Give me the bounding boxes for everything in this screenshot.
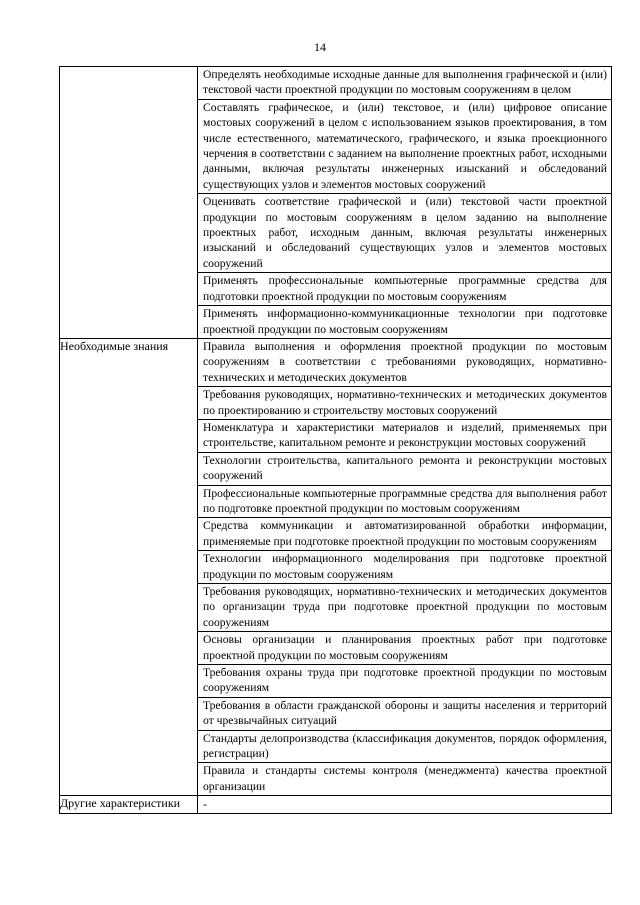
other-value-cell [198, 796, 612, 814]
skill-item: Оценивать соответствие графической и (или) текстовой части проектной продукции по мостовым сооружениям в целом заданию на выполнение проектных работ, исходным данным, включая результаты инженерных изысканий и обследований существующих узлов и элементов мостовых сооружений [198, 193, 611, 272]
knowledge-list [198, 338, 612, 795]
skill-item: Применять профессиональные компьютерные программные средства для подготовки проектной продукции по мостовым сооружениям [198, 272, 611, 305]
skill-item: Определять необходимые исходные данные для выполнения графической и (или) текстовой части проектной продукции по мостовым сооружениям в целом [203, 68, 607, 97]
skills-row [60, 67, 612, 339]
knowledge-item: Технологии информационного моделирования при подготовке проектной продукции по мостовым сооружениям [198, 550, 611, 583]
skills-list [198, 67, 612, 339]
knowledge-label: Необходимые знания [60, 338, 198, 795]
knowledge-item: Правила и стандарты системы контроля (менеджмента) качества проектной организации [198, 762, 611, 795]
knowledge-item: Профессиональные компьютерные программные средства для выполнения работ по подготовке проектной продукции по мостовым сооружениям [198, 485, 611, 518]
knowledge-row [60, 338, 612, 795]
other-row [60, 796, 612, 814]
knowledge-item: Требования руководящих, нормативно-технических и методических документов по проектированию и строительству мостовых сооружений [198, 386, 611, 419]
job-function-table [59, 66, 612, 814]
skills-label [60, 67, 198, 339]
knowledge-item: Требования руководящих, нормативно-технических и методических документов по организации труда при подготовке проектной продукции по мостовым сооружениям [198, 583, 611, 631]
knowledge-item: Основы организации и планирования проектных работ при подготовке проектной продукции по мостовым сооружениям [198, 631, 611, 664]
page-number: 14 [314, 40, 326, 54]
skill-item: Составлять графическое, и (или) текстовое, и (или) цифровое описание мостовых сооружений в целом с использованием языков проектирования, в том числе естественного, математического, графического, и языка проекционного черчения в соответствии с заданием на выполнение проектных работ, исходными данными, включая результаты инженерных изысканий и обследований существующих узлов и элементов мостовых сооружений [198, 99, 611, 193]
knowledge-item: Требования в области гражданской обороны и защиты населения и территорий от чрезвычайных ситуаций [198, 697, 611, 730]
knowledge-item: Правила выполнения и оформления проектной продукции по мостовым сооружениям в соответствии с требованиями руководящих, нормативно-технических и методических документов [203, 339, 607, 384]
skill-item: Применять информационно-коммуникационные технологии при подготовке проектной продукции по мостовым сооружениям [198, 305, 611, 338]
knowledge-item: Технологии строительства, капитального ремонта и реконструкции мостовых сооружений [198, 452, 611, 485]
other-value: - [203, 797, 207, 812]
knowledge-item: Требования охраны труда при подготовке проектной продукции по мостовым сооружениям [198, 664, 611, 697]
knowledge-item: Номенклатура и характеристики материалов и изделий, применяемых при строительстве, капитальном ремонте и реконструкции мостовых сооружений [198, 419, 611, 452]
knowledge-item: Средства коммуникации и автоматизированной обработки информации, применяемые при подготовке проектной продукции по мостовым сооружениям [198, 517, 611, 550]
other-label: Другие характеристики [60, 796, 198, 814]
knowledge-item: Стандарты делопроизводства (классификация документов, порядок оформления, регистрации) [198, 730, 611, 763]
